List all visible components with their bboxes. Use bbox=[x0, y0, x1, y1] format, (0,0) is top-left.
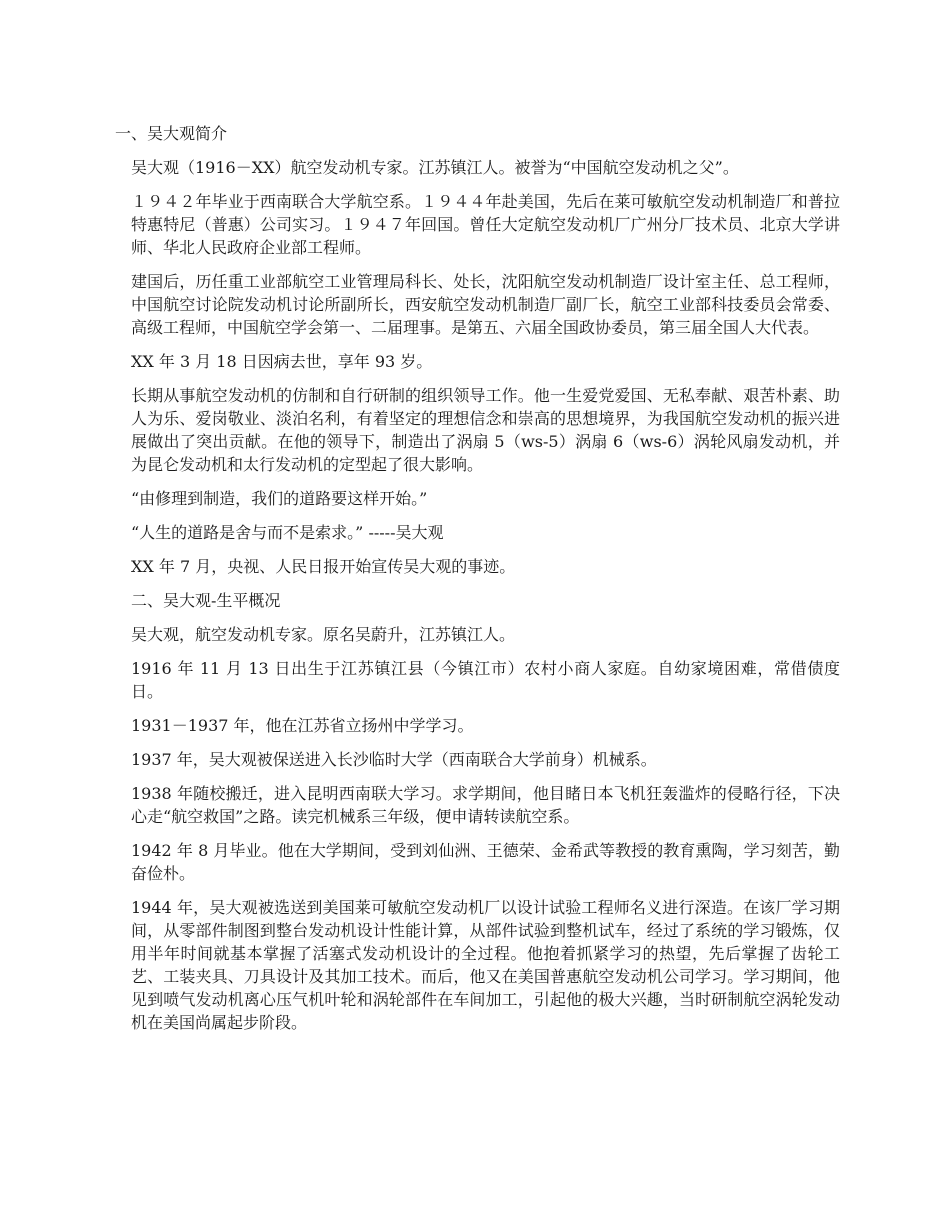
paragraph: 1944 年，吴大观被选送到美国莱可敏航空发动机厂以设计试验工程师名义进行深造。在该厂学习期间，从零部件制图到整台发动机设计性能计算，从部件试验到整机试车，经过了系统的学习锻炼，仅用半年时间就基本掌握了活塞式发动机设计的全过程。他抱着抓紧学习的热望，先后掌握了齿轮工艺、工装夹具、刀具设计及其加工技术。而后，他又在美国普惠航空发动机公司学习。学习期间，他见到喷气发动机离心压气机叶轮和涡轮部件在车间加工，引起他的极大兴趣，当时研制航空涡轮发动机在美国尚属起步阶段。 bbox=[131, 898, 840, 1032]
paragraph: 1931－1937 年，他在江苏省立扬州中学学习。 bbox=[131, 716, 474, 735]
paragraph: 1937 年，吴大观被保送进入长沙临时大学（西南联合大学前身）机械系。 bbox=[131, 750, 657, 769]
paragraph: 吴大观（1916－XX）航空发动机专家。江苏镇江人。被誉为“中国航空发动机之父”。 bbox=[131, 158, 739, 177]
paragraph: １９４２年毕业于西南联合大学航空系。１９４４年赴美国，先后在莱可敏航空发动机制造厂和普拉特惠特尼（普惠）公司实习。１９４７年回国。曾任大定航空发动机厂广州分厂技术员、北京大学讲师、华北人民政府企业部工程师。 bbox=[131, 192, 840, 257]
quote: “人生的道路是舍与而不是索求。” -----吴大观 bbox=[131, 523, 444, 542]
paragraph: 长期从事航空发动机的仿制和自行研制的组织领导工作。他一生爱党爱国、无私奉献、艰苦朴素、助人为乐、爱岗敬业、淡泊名利，有着坚定的理想信念和崇高的思想境界，为我国航空发动机的振兴进展做出了突出贡献。在他的领导下，制造出了涡扇 5（ws-5）涡扇 6（ws-6）涡轮风扇发动机，并为昆仑发动机和太行发动机的定型起了很大影响。 bbox=[131, 386, 840, 474]
paragraph: 吴大观，航空发动机专家。原名吴蔚升，江苏镇江人。 bbox=[131, 625, 516, 644]
paragraph: 1916 年 11 月 13 日出生于江苏镇江县（今镇江市）农村小商人家庭。自幼家境困难，常借债度日。 bbox=[131, 659, 840, 701]
paragraph: XX 年 3 月 18 日因病去世，享年 93 岁。 bbox=[131, 352, 433, 371]
paragraph: 1938 年随校搬迁，进入昆明西南联大学习。求学期间，他目睹日本飞机狂轰滥炸的侵略行径，下决心走“航空救国”之路。读完机械系三年级，便申请转读航空系。 bbox=[131, 784, 840, 826]
section-heading-intro: 一、吴大观简介 bbox=[115, 124, 228, 143]
paragraph: 1942 年 8 月毕业。他在大学期间，受到刘仙洲、王德荣、金希武等教授的教育熏陶，学习刻苦，勤奋俭朴。 bbox=[131, 841, 840, 883]
paragraph: 建国后，历任重工业部航空工业管理局科长、处长，沈阳航空发动机制造厂设计室主任、总工程师，中国航空讨论院发动机讨论所副所长，西安航空发动机制造厂副厂长，航空工业部科技委员会常委、高级工程师，中国航空学会第一、二届理事。是第五、六届全国政协委员，第三届全国人大代表。 bbox=[131, 272, 840, 337]
section-heading-biography: 二、吴大观-生平概况 bbox=[131, 591, 281, 610]
paragraph: XX 年 7 月，央视、人民日报开始宣传吴大观的事迹。 bbox=[131, 557, 516, 576]
quote: “由修理到制造，我们的道路要这样开始。” bbox=[131, 489, 428, 508]
